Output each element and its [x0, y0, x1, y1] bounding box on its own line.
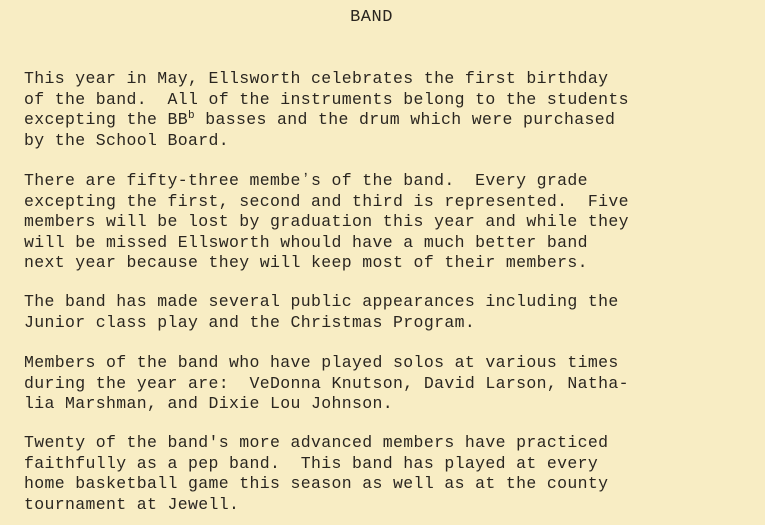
paragraph-solos	[24, 353, 754, 415]
paragraph-line: by the School Board.	[24, 130, 230, 150]
paragraph-line: excepting the first, second and third is represented. Five	[24, 191, 629, 211]
paragraph-line: This year in May, Ellsworth celebrates the first birthday	[24, 69, 609, 88]
paragraph-line: members will be lost by graduation this year and while they	[24, 212, 629, 232]
paragraph-line: home basketball game this season as well as at the county	[24, 474, 609, 494]
paragraph-line-bb-basses	[24, 110, 754, 131]
paragraph-line: The band has made several public appearances including the	[24, 292, 619, 311]
paragraph-line: Twenty of the band's more advanced members have practiced	[24, 433, 609, 452]
page-title: BAND	[350, 8, 393, 27]
paragraph-line: will be missed Ellsworth whould have a much better band	[24, 232, 588, 252]
paragraph-line: during the year are: VeDonna Knutson, David Larson, Natha-	[24, 373, 629, 393]
text-fragment: basses and the drum which were purchased	[194, 110, 616, 130]
paragraph-pep-band	[24, 433, 754, 515]
paragraph-line: Members of the band who have played solos at various times	[24, 353, 619, 372]
paragraph-line: next year because they will keep most of their members.	[24, 253, 588, 273]
paragraph-first-birthday	[24, 69, 754, 151]
paragraph-membership	[24, 171, 754, 274]
paragraph-line: of the band. All of the instruments belong to the students	[24, 89, 629, 109]
flat-superscript: b	[188, 110, 195, 123]
paragraph-appearances	[24, 292, 754, 333]
paragraph-line: tournament at Jewell.	[24, 494, 240, 514]
paragraph-line: faithfully as a pep band. This band has played at every	[24, 453, 599, 473]
paragraph-line: Junior class play and the Christmas Program.	[24, 312, 476, 332]
paragraph-line: lia Marshman, and Dixie Lou Johnson.	[24, 394, 394, 414]
text-fragment: excepting the BB	[24, 110, 189, 130]
paragraph-line: There are fifty-three membeʼs of the band. Every grade	[24, 171, 588, 190]
